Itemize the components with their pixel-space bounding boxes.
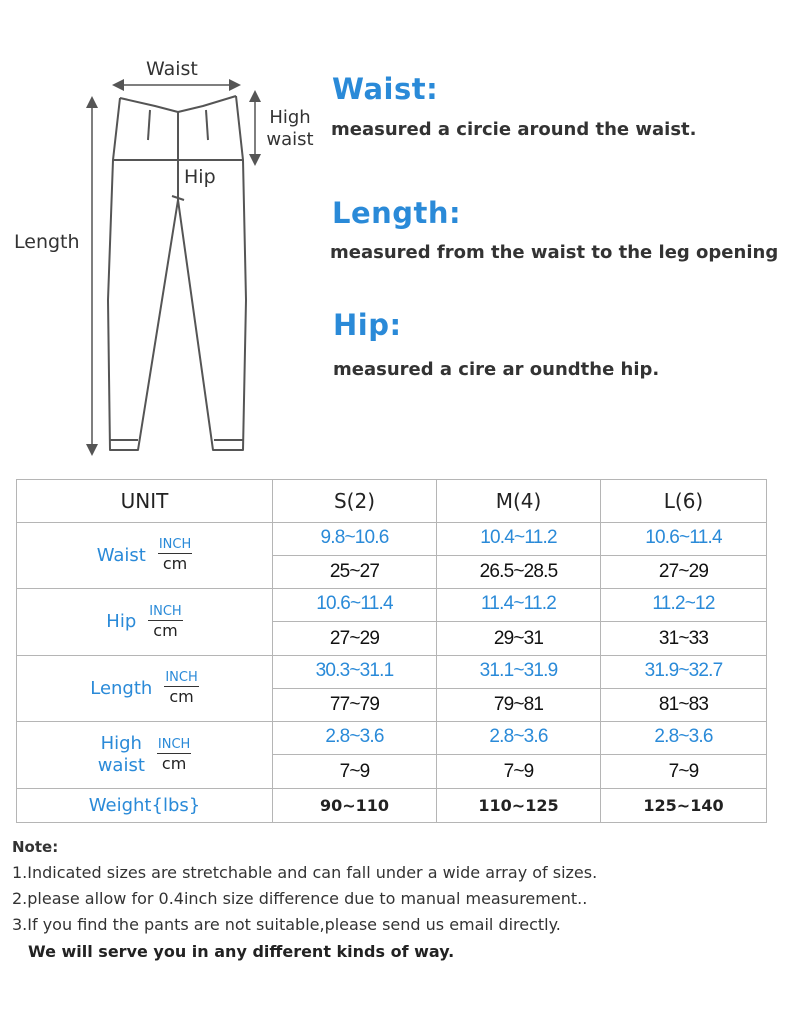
high-waist-label-line2: waist (266, 128, 314, 150)
length-diagram-label: Length (14, 231, 80, 253)
row-name-length: Length (90, 677, 153, 699)
hip-inch-l: 11.2~12 (601, 589, 767, 622)
high-waist-label-line1: High (269, 107, 311, 128)
row-name-high-waist-line1: High (100, 733, 142, 755)
table-row-weight (17, 789, 767, 823)
weight-label: Weight{lbs} (88, 795, 201, 816)
waist-diagram-label: Waist (146, 58, 198, 80)
table-row-high-waist-inch (17, 722, 767, 755)
unit-cm-label: cm (169, 687, 194, 707)
notes-section (12, 834, 782, 961)
header-size-l: L(6) (601, 480, 767, 523)
unit-fraction (148, 605, 182, 640)
high-waist-inch-l: 2.8~3.6 (601, 722, 767, 755)
waist-inch-m: 10.4~11.2 (437, 523, 601, 556)
row-label-length (17, 656, 273, 722)
row-name-high-waist-line2: waist (97, 755, 145, 776)
high-waist-diagram-label (262, 107, 318, 150)
row-label-waist (17, 523, 273, 589)
note-item-3: 3.If you find the pants are not suitable,please send us email directly. (12, 915, 561, 934)
high-waist-cm-l: 7~9 (601, 755, 767, 789)
row-label-hip (17, 589, 273, 656)
unit-fraction (164, 671, 198, 706)
length-definition-title: Length: (332, 196, 462, 230)
waist-cm-m: 26.5~28.5 (437, 556, 601, 589)
unit-cm-label: cm (161, 753, 187, 773)
length-inch-m: 31.1~31.9 (437, 656, 601, 689)
hip-cm-l: 31~33 (601, 622, 767, 656)
header-size-m: M(4) (437, 480, 601, 523)
waist-cm-l: 27~29 (601, 556, 767, 589)
length-cm-l: 81~83 (601, 689, 767, 722)
note-item-2: 2.please allow for 0.4inch size difference due to manual measurement.. (12, 889, 588, 908)
weight-m: 110~125 (437, 789, 601, 823)
high-waist-cm-m: 7~9 (437, 755, 601, 789)
row-label-high-waist (17, 722, 273, 789)
unit-inch-label: INCH (157, 738, 191, 754)
hip-inch-m: 11.4~11.2 (437, 589, 601, 622)
waist-cm-s: 25~27 (273, 556, 437, 589)
high-waist-inch-s: 2.8~3.6 (273, 722, 437, 755)
unit-inch-label: INCH (158, 538, 192, 554)
hip-inch-s: 10.6~11.4 (273, 589, 437, 622)
waist-definition-title: Waist: (332, 72, 439, 106)
length-cm-s: 77~79 (273, 689, 437, 722)
unit-cm-label: cm (153, 620, 178, 640)
unit-inch-label: INCH (148, 605, 182, 621)
row-name-hip: Hip (106, 611, 137, 633)
row-name-high-waist (98, 733, 145, 776)
table-row-hip-inch (17, 589, 767, 622)
notes-title: Note: (12, 838, 59, 856)
weight-s: 90~110 (273, 789, 437, 823)
hip-cm-s: 27~29 (273, 622, 437, 656)
row-name-waist: Waist (96, 544, 146, 566)
size-chart-table (16, 479, 767, 823)
hip-cm-m: 29~31 (437, 622, 601, 656)
header-size-s: S(2) (273, 480, 437, 523)
length-cm-m: 79~81 (437, 689, 601, 722)
notes-closing: We will serve you in any different kinds of way. (28, 942, 455, 961)
pants-outline (108, 96, 246, 450)
waist-inch-s: 9.8~10.6 (273, 523, 437, 556)
table-header-row (17, 480, 767, 523)
length-definition-text: measured from the waist to the leg opening (330, 242, 779, 263)
waist-definition-text: measured a circie around the waist. (331, 119, 697, 140)
waist-inch-l: 10.6~11.4 (601, 523, 767, 556)
unit-cm-label: cm (162, 554, 188, 574)
hip-definition-text: measured a cire ar oundthe hip. (333, 359, 660, 380)
hip-diagram-label: Hip (184, 166, 216, 188)
unit-fraction (157, 738, 191, 773)
weight-l: 125~140 (601, 789, 767, 823)
row-label-weight (17, 789, 273, 823)
table-row-waist-inch (17, 523, 767, 556)
hip-definition-title: Hip: (333, 308, 402, 342)
note-item-1: 1.Indicated sizes are stretchable and can fall under a wide array of sizes. (12, 863, 598, 882)
high-waist-inch-m: 2.8~3.6 (437, 722, 601, 755)
header-unit: UNIT (17, 480, 273, 523)
pants-diagram (0, 0, 330, 470)
length-inch-s: 30.3~31.1 (273, 656, 437, 689)
unit-fraction (158, 538, 192, 573)
length-inch-l: 31.9~32.7 (601, 656, 767, 689)
table-row-length-inch (17, 656, 767, 689)
high-waist-cm-s: 7~9 (273, 755, 437, 789)
unit-inch-label: INCH (164, 671, 198, 687)
